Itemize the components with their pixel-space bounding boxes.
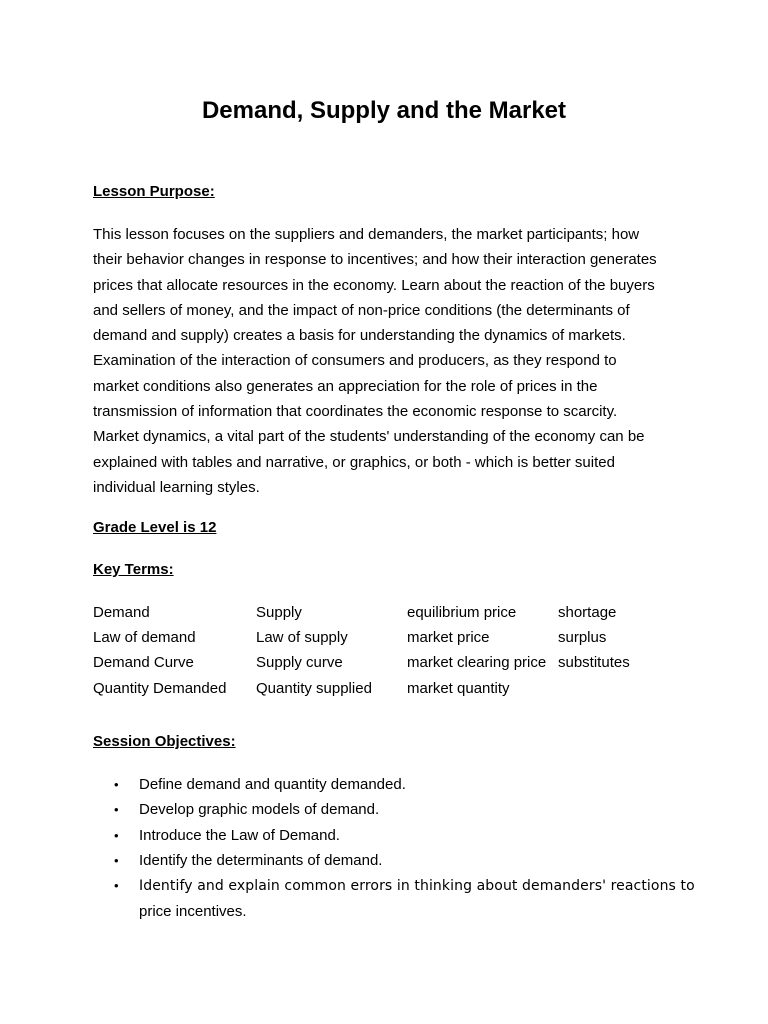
objective-text: price incentives. [139,903,247,921]
purpose-line: transmission of information that coordinates the economic response to scarcity. [93,403,618,421]
bullet-icon: • [114,777,119,792]
objective-text: Define demand and quantity demanded. [139,776,406,793]
purpose-line: individual learning styles. [93,478,260,496]
purpose-line: and sellers of money, and the impact of non-price conditions (the determinants of [93,301,630,319]
key-term: Demand [93,604,150,621]
list-item [93,797,695,822]
key-term: equilibrium price [407,604,517,621]
bullet-icon: • [114,827,119,843]
key-term: Demand Curve [93,654,194,672]
objective-text: Introduce the Law of Demand. [139,826,340,844]
purpose-line: their behavior changes in response to incentives; and how their interaction generates [93,251,657,269]
key-term: Supply [256,604,302,621]
lesson-purpose-paragraph [93,222,693,500]
lesson-purpose-heading: Lesson Purpose: [93,183,215,200]
objective-text: Identify the determinants of demand. [139,851,383,869]
key-term: shortage [558,604,617,621]
key-term: surplus [558,629,607,647]
list-item [93,848,695,873]
key-term: Supply curve [256,654,343,672]
purpose-line: explained with tables and narrative, or graphics, or both - which is better suited [93,453,615,471]
purpose-line: market conditions also generates an appreciation for the role of prices in the [93,377,598,395]
list-item [93,873,695,899]
session-objectives-list [93,772,695,925]
list-item-continuation [93,899,695,924]
list-item [93,772,695,797]
key-term: Law of demand [93,629,196,647]
document-title: Demand, Supply and the Market [201,97,567,124]
bullet-icon: • [114,852,119,868]
key-term: Quantity Demanded [93,679,227,697]
key-term: market quantity [407,679,510,697]
purpose-line: Market dynamics, a vital part of the students' understanding of the economy can be [93,428,645,446]
purpose-line: demand and supply) creates a basis for understanding the dynamics of markets. [93,327,626,345]
key-term: Law of supply [256,629,348,647]
purpose-line: prices that allocate resources in the economy. Learn about the reaction of the buyers [93,276,655,294]
key-terms-heading: Key Terms: [93,561,174,578]
purpose-line: This lesson focuses on the suppliers and demanders, the market participants; how [93,226,640,243]
bullet-icon: • [114,878,119,894]
key-term: substitutes [558,654,630,672]
purpose-line: Examination of the interaction of consumers and producers, as they respond to [93,352,617,370]
key-term: Quantity supplied [256,679,372,697]
grade-level-heading: Grade Level is 12 [93,519,217,536]
key-term: market clearing price [407,654,547,672]
session-objectives-heading: Session Objectives: [93,733,236,750]
list-item [93,823,695,848]
bullet-icon: • [114,802,119,818]
objective-text: Develop graphic models of demand. [139,801,380,819]
objective-text: Identify and explain common errors in thinking about demanders' reactions to [139,878,695,895]
key-term: market price [407,629,490,647]
